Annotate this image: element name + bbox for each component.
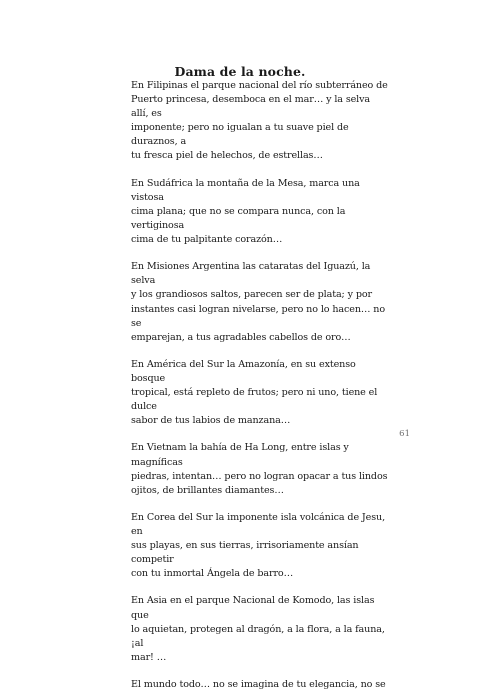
stanza-2: En Sudáfrica la montaña de la Mesa, marca una vistosa cima plana; que no se compara nunca, con la vertiginosa cima de tu palpitante corazón… [131,177,360,246]
stanza-3: En Misiones Argentina las cataratas del Iguazú, la selva y los grandiosos saltos, parecen ser de plata; y por instantes casi logran nivelarse, pero no lo hacen… no se emparejan, a tus agradables cabellos de oro… [131,261,385,343]
stanza-6: En Corea del Sur la imponente isla volcánica de Jesu, en sus playas, en sus tierras, irrisoriamente ansían competir con tu inmortal Ángela de barro… [131,511,386,580]
stanza-5: En Vietnam la bahía de Ha Long, entre islas y magníficas piedras, intentan… pero no logran opacar a tus lindos ojitos, de brillantes diamantes… [131,442,388,496]
stanza-1: En Filipinas el parque nacional del río subterráneo de Puerto princesa, desemboca en el mar… y la selva allí, es imponente; pero no igualan a tu suave piel de duraznos, a tu fresca piel de helechos, de estrellas… [131,80,388,162]
page-number: 61 [399,429,410,439]
stanza-4: En América del Sur la Amazonía, en su extenso bosque tropical, está repleto de frutos; pero ni uno, tiene el dulce sabor de tus labios de manzana… [131,358,378,427]
poem-body [131,79,389,692]
poem-title: Dama de la noche. [174,64,306,79]
stanza-7: En Asia en el parque Nacional de Komodo, las islas que lo aquietan, protegen al dragón, a la flora, a la fauna, ¡al mar! … [131,595,385,663]
stanza-8: El mundo todo… no se imagina de tu elegancia, no se [131,679,386,691]
